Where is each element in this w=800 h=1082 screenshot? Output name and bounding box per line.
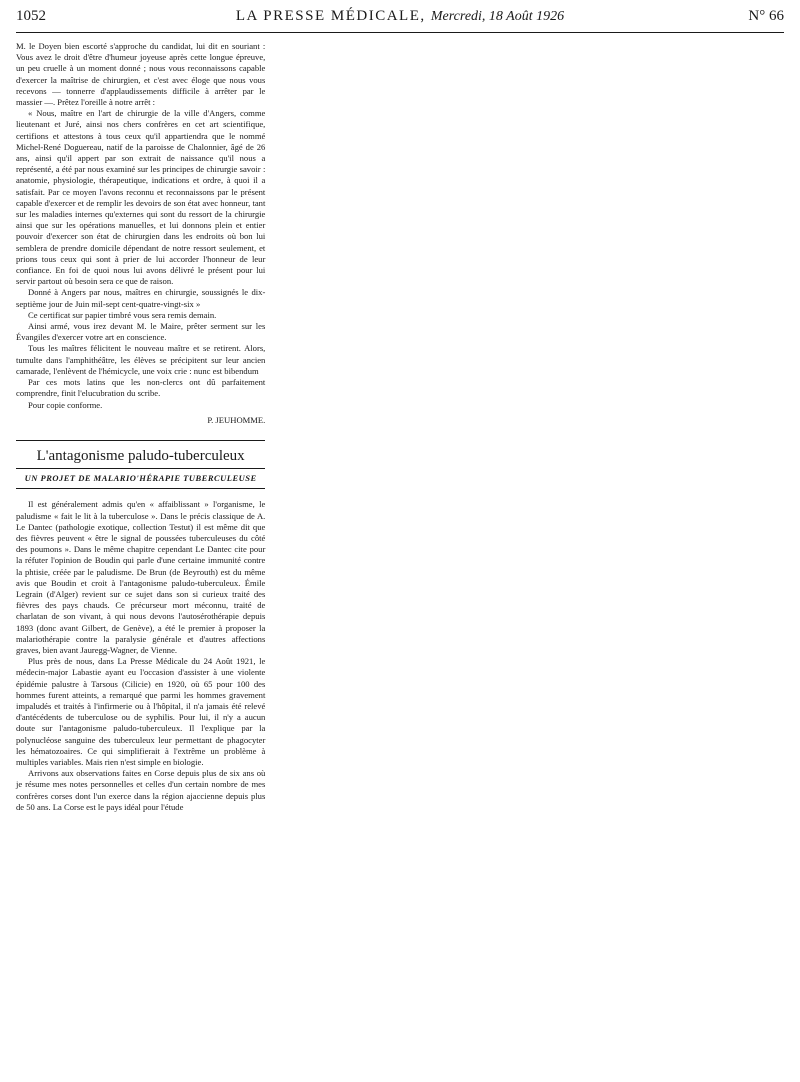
paragraph: Plus près de nous, dans La Presse Médicale du 24 Août 1921, le médecin-major Labastie ayant eu l'occasion d'assister à une violente épidémie palustre à Tarsous (Cilicie) en 1920, où 65 pour 100 des hommes furent atteints, a remarqué que parmi les hommes gravement impaludés et traités à l'infirmerie ou à l'hôpital, il n'a jamais été relevé d'antécédents de tuberculose ou de syphilis. Pour lui, il n'y a aucun doute sur l'antagonisme paludo-tuberculeux. Il l'explique par la polynucléose sanguine des tuberculeux leur permettant de phagocyter les hématozoaires. Ce qui simplifierait à l'extrême un problème à multiples variables. Mais rien n'est simple en biologie.: [16, 656, 266, 767]
issue-date: Mercredi, 18 Août 1926: [430, 9, 565, 24]
paragraph: Tous les maîtres félicitent le nouveau maître et se retirent. Alors, tumulte dans l'amphithéâtre, les élèves se précipitent sur leur ancien camarade, l'enlèvent de l'hémicycle, une voix crie : nunc est bibendum: [16, 343, 266, 376]
paragraph: Pour copie conforme.: [28, 399, 103, 410]
paragraph: Ainsi armé, vous irez devant M. le Maire, prêter serment sur les Évangiles d'exercer votre art en conscience.: [16, 321, 266, 343]
paragraph: Arrivons aux observations faites en Corse depuis plus de six ans où je résume mes notes personnelles et celles d'un certain nombre de mes confrères corses dont l'un exerce dans la région ajaccienne depuis plus de 50 ans. La Corse est le pays idéal pour l'étude: [16, 768, 266, 812]
header-rule: [16, 32, 784, 33]
column-3: [535, 39, 784, 813]
issue-number: N° 66: [748, 8, 784, 24]
page-number: 1052: [16, 8, 46, 24]
article-subtitle: UN PROJET DE MALARIO'HÉRAPIE TUBERCULEUSE: [16, 468, 265, 489]
paragraph: Par ces mots latins que les non-clercs ont dû parfaitement comprendre, finit l'elucubration du scribe.: [16, 377, 266, 399]
paragraph: « Nous, maître en l'art de chirurgie de la ville d'Angers, comme lieutenant et Juré, ainsi nos chers confrères en cet art scientifique, certifions et attestons à tous ceux qu'il appartiendra que le nommé Michel-René Doguereau, natif de la paroisse de Chalonnier, âgé de 26 ans, ainsi qu'il appert par son extrait de naissance qu'il nous a représenté, a été par nous examiné sur les principes de chirurgie savoir : anatomie, physiologie, thérapeutique, indications et ordre, à quoi il a satisfait. Par ce moyen l'avons reconnu et reconnaissons par le présent capable d'exercer et de remplir les devoirs de son état avec honneur, tant sur les maladies internes qu'externes qui sont du ressort de la chirurgie ainsi que sur les opérations manuelles, et lui donnons plein et entier pouvoir d'exercer son état de chirurgien dans les endroits où bon lui semblera de prendre domicile dépendant de notre ressort seulement, et prions tous ceux qui sont à prier de lui accorder l'honneur de leur confiance. En foi de quoi nous lui avons délivré le présent pour lui servir partout où besoin sera ce que de raison.: [16, 108, 266, 287]
article-title: L'antagonisme paludo-tuberculeux: [36, 447, 245, 464]
text-columns: [16, 39, 784, 813]
paragraph: Ce certificat sur papier timbré vous sera remis demain.: [28, 309, 217, 320]
column-2: [275, 39, 524, 813]
article-body: [16, 499, 265, 813]
journal-masthead: [96, 8, 704, 25]
page-header: [16, 8, 784, 30]
paragraph: M. le Doyen bien escorté s'approche du candidat, lui dit en souriant : Vous avez le droit d'être d'humeur joyeuse après cette longue épreuve, un peu cruelle à un moment donné ; nous vous reconnaissons capable d'exercer la maîtrise de chirurgien, et c'est avec éloge que nous vous recevons — tonnerre d'applaudissements difficile à arrêter par le massier —. Prêtez l'oreille à notre arrêt :: [16, 41, 266, 108]
paragraph: Donné à Angers par nous, maîtres en chirurgie, soussignés le dix-septième jour de Juin mil-sept cent-quatre-vingt-six »: [16, 287, 266, 309]
signature: P. JEUHOMME.: [207, 414, 266, 425]
intro-text: [16, 41, 265, 426]
section-divider: [16, 440, 265, 441]
journal-name: LA PRESSE MÉDICALE,: [235, 8, 426, 24]
column-1: [16, 39, 265, 813]
paragraph: Il est généralement admis qu'en « affaiblissant » l'organisme, le paludisme « fait le lit à la tuberculose ». Dans le précis classique de A. Le Dantec (pathologie exotique, collection Testut) il est même dit que des fièvres peuvent « être le signal de poussées tuberculeuses du côté des poumons ». Dans le même chapitre cependant Le Dantec cite pour la réfuter l'opinion de Boudin qui parle d'une certaine immunité contre la phtisie, créée par le paludisme. De Brun (de Beyrouth) est du même avis que Boudin et croit à l'antagonisme paludo-tuberculeux. Émile Legrain (d'Alger) revient sur ce sujet dans son si curieux traité des fièvres des pays chauds. Ce précurseur mort méconnu, traité de charlatan de son vivant, à qui nous devons l'autosérothérapie depuis 1893 (donc avant Gilbert, de Genève), a été le premier à proposer la malariothérapie contre la paralysie générale et d'autres affections graves, bien avant Jauregg-Wagner, de Vienne.: [16, 499, 266, 655]
